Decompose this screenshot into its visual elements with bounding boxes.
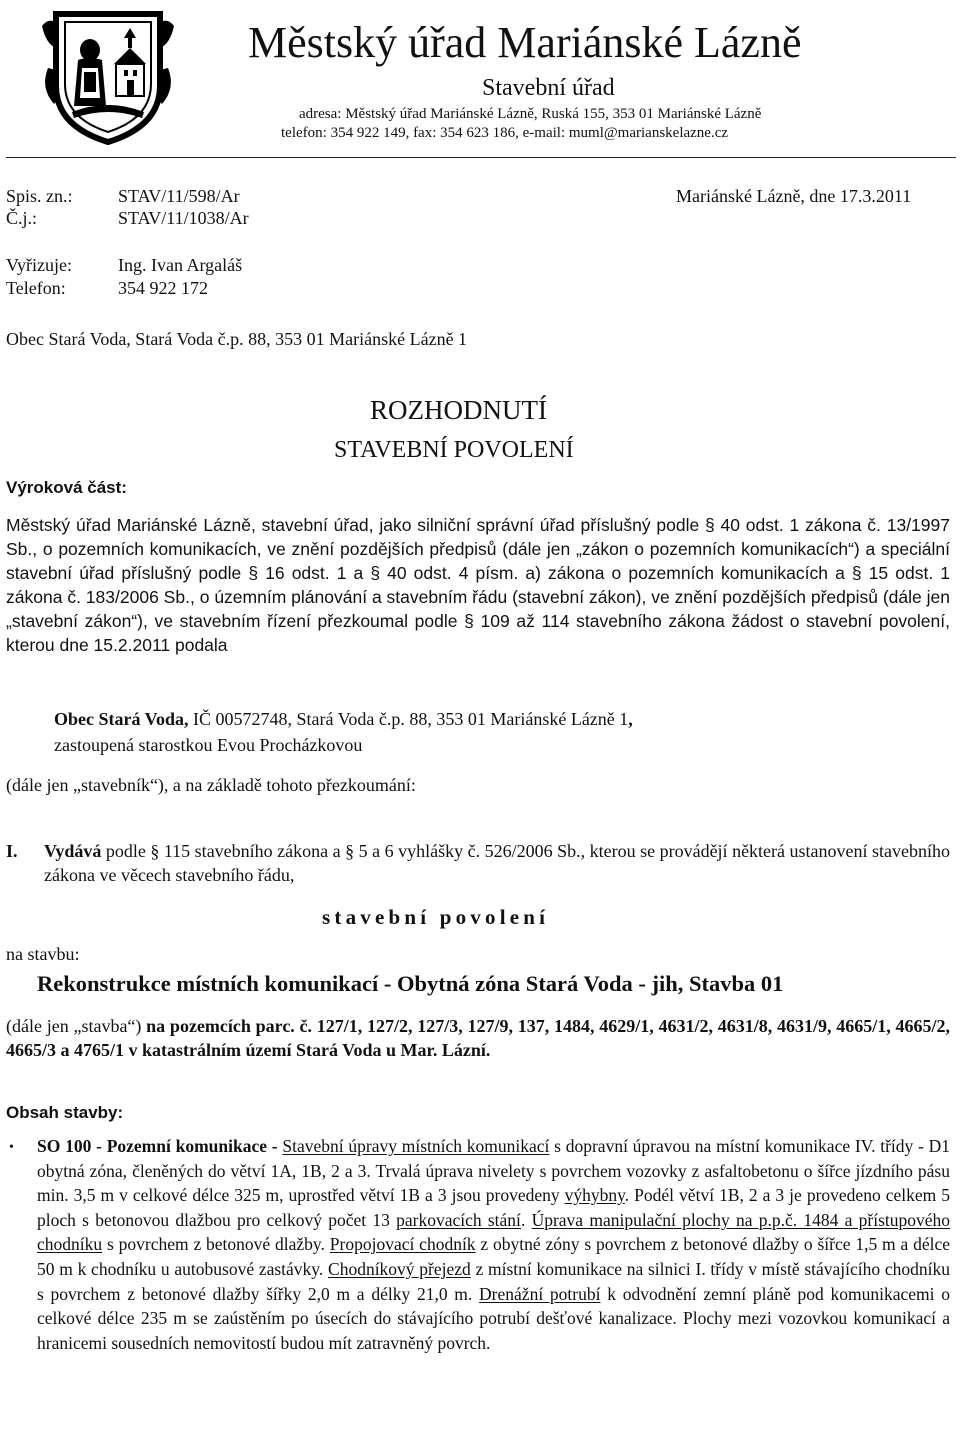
list-item bbox=[37, 1134, 950, 1355]
parcel-paragraph bbox=[6, 1014, 950, 1062]
underlined-phrase: Stavební úpravy místních komunikací bbox=[282, 1136, 550, 1156]
underlined-phrase: parkovacích stání bbox=[396, 1209, 521, 1230]
item-text: z místní komunikace na silnici I. třídy v místě stávajícího chodníku s povrchem z betonové dlažby šířky 2,0 m a délky 21,0 m. bbox=[37, 1258, 950, 1304]
item-text: k odvodnění zemní pláně pod komunikacemi o celkové délce 235 m se zaústěním po úsecích do stávajícího potrubí dešťové kanalizace. Plochy mezi vozovkou komunikací a hranicemi sousedních nemovitostí budou mít zatravněný povrch. bbox=[37, 1283, 950, 1353]
so-title: SO 100 - Pozemní komunikace - bbox=[37, 1136, 278, 1156]
cj-value: STAV/11/1038/Ar bbox=[118, 208, 249, 228]
item-text: z obytné zóny s povrchem z betonové dlažby o šířce 1,5 m a délce 50 m k chodníku u autobusové zastávky. bbox=[37, 1234, 951, 1279]
telefon-label: Telefon: bbox=[6, 278, 66, 298]
place-date: Mariánské Lázně, dne 17.3.2011 bbox=[676, 186, 912, 206]
applicant-comma: , bbox=[628, 709, 633, 729]
item-text: s dopravní úpravou na místní komunikace IV. třídy - D1 obytná zóna, členěných do větví 1A, 1B, 2 a 3. Trvalá úprava nivelety s povrchem vozovky z asfaltobetonu o šířce jízdního pásu min. 3,5 m v celkové délce 325 m, uprostřed větví 1B a 3 jsou provedeny bbox=[37, 1136, 950, 1206]
builder-note: (dále jen „stavebník“), a na základě tohoto přezkoumání: bbox=[6, 775, 416, 795]
item-text: . bbox=[520, 1209, 532, 1230]
operative-part-label: Výroková část: bbox=[6, 478, 127, 497]
permit-spaced-title: stavební povolení bbox=[322, 905, 550, 929]
office-address: adresa: Městský úřad Mariánské Lázně, Ruská 155, 353 01 Mariánské Lázně bbox=[299, 106, 762, 122]
underlined-phrase: Drenážní potrubí bbox=[479, 1283, 601, 1304]
item-paragraph bbox=[44, 839, 950, 887]
underlined-phrase: Propojovací chodník bbox=[329, 1234, 476, 1255]
office-contact: telefon: 354 922 149, fax: 354 623 186, e-mail: muml@marianskelazne.cz bbox=[281, 125, 729, 141]
applicant-name: Obec Stará Voda, bbox=[54, 709, 189, 729]
bullet-icon: • bbox=[9, 1140, 14, 1155]
cj-label: Č.j.: bbox=[6, 208, 38, 228]
recipient-address: Obec Stará Voda, Stará Voda č.p. 88, 353 01 Mariánské Lázně 1 bbox=[6, 329, 468, 349]
underlined-phrase: Chodníkový přejezd bbox=[328, 1258, 471, 1279]
contents-heading: Obsah stavby: bbox=[6, 1103, 124, 1122]
vyrizuje-value: Ing. Ivan Argaláš bbox=[118, 255, 243, 275]
municipal-crest-logo bbox=[38, 8, 178, 146]
spis-label: Spis. zn.: bbox=[6, 186, 73, 206]
item-text: . Podél větví 1B, 2 a 3 je provedeno celkem 5 ploch s betonovou dlažbou pro celkový počet 13 bbox=[37, 1185, 950, 1230]
contents-list bbox=[6, 1134, 950, 1355]
project-name: Rekonstrukce místních komunikací - Obytná zóna Stará Voda - jih, Stavba 01 bbox=[37, 971, 784, 996]
underlined-phrase: výhybny bbox=[564, 1185, 625, 1206]
applicant-line bbox=[54, 707, 633, 731]
item-text: s povrchem z betonové dlažby. bbox=[102, 1234, 330, 1255]
telefon-value: 354 922 172 bbox=[118, 278, 208, 298]
item-verb: Vydává bbox=[44, 841, 102, 861]
intro-text: Městský úřad Mariánské Lázně, stavební úřad, jako silniční správní úřad příslušný podle § 40 odst. 1 zákona č. 13/1997 Sb., o pozemních komunikacích, ve znění pozdějších předpisů (dále jen „zákon o pozemních komunikacích“) a speciální stavební úřad příslušný podle § 16 odst. 1 a § 40 odst. 4 písm. a) zákona o pozemních komunikacích a § 15 odst. 1 zákona č. 183/2006 Sb., o územním plánování a stavebním řádu (stavební zákon), ve znění pozdějších předpisů (dále jen „stavební zákon“), ve stavebním řízení přezkoumal podle § 109 až 114 stavebního zákona žádost o stavební povolení, kterou dne 15.2.2011 podala bbox=[6, 515, 950, 655]
header-divider bbox=[6, 157, 956, 158]
spis-value: STAV/11/598/Ar bbox=[118, 186, 240, 206]
underlined-phrase: Úprava manipulační plochy na p.p.č. 1484 a přístupového chodníku bbox=[37, 1209, 951, 1255]
office-title: Městský úřad Mariánské Lázně bbox=[248, 18, 802, 67]
applicant-representative: zastoupená starostkou Evou Procházkovou bbox=[54, 735, 363, 755]
parcel-prefix: (dále jen „stavba“) bbox=[6, 1016, 147, 1036]
item-text: podle § 115 stavebního zákona a § 5 a 6 vyhlášky č. 526/2006 Sb., kterou se provádějí některá ustanovení stavebního zákona ve věcech stavebního řádu, bbox=[44, 841, 950, 885]
applicant-details: IČ 00572748, Stará Voda č.p. 88, 353 01 Mariánské Lázně 1 bbox=[188, 709, 629, 729]
permit-heading: STAVEBNÍ POVOLENÍ bbox=[334, 437, 574, 463]
parcel-list: na pozemcích parc. č. 127/1, 127/2, 127/3, 127/9, 137, 1484, 4629/1, 4631/2, 4631/8, 4631/9, 4665/1, 4665/2, 4665/3 a 4765/1 v katastrálním území Stará Voda u Mar. Lázní. bbox=[6, 1016, 951, 1060]
decision-heading: ROZHODNUTÍ bbox=[370, 395, 547, 425]
na-stavbu-label: na stavbu: bbox=[6, 944, 80, 964]
office-subtitle: Stavební úřad bbox=[482, 75, 615, 101]
item-number: I. bbox=[6, 841, 18, 861]
intro-paragraph bbox=[6, 513, 950, 657]
vyrizuje-label: Vyřizuje: bbox=[6, 255, 72, 275]
